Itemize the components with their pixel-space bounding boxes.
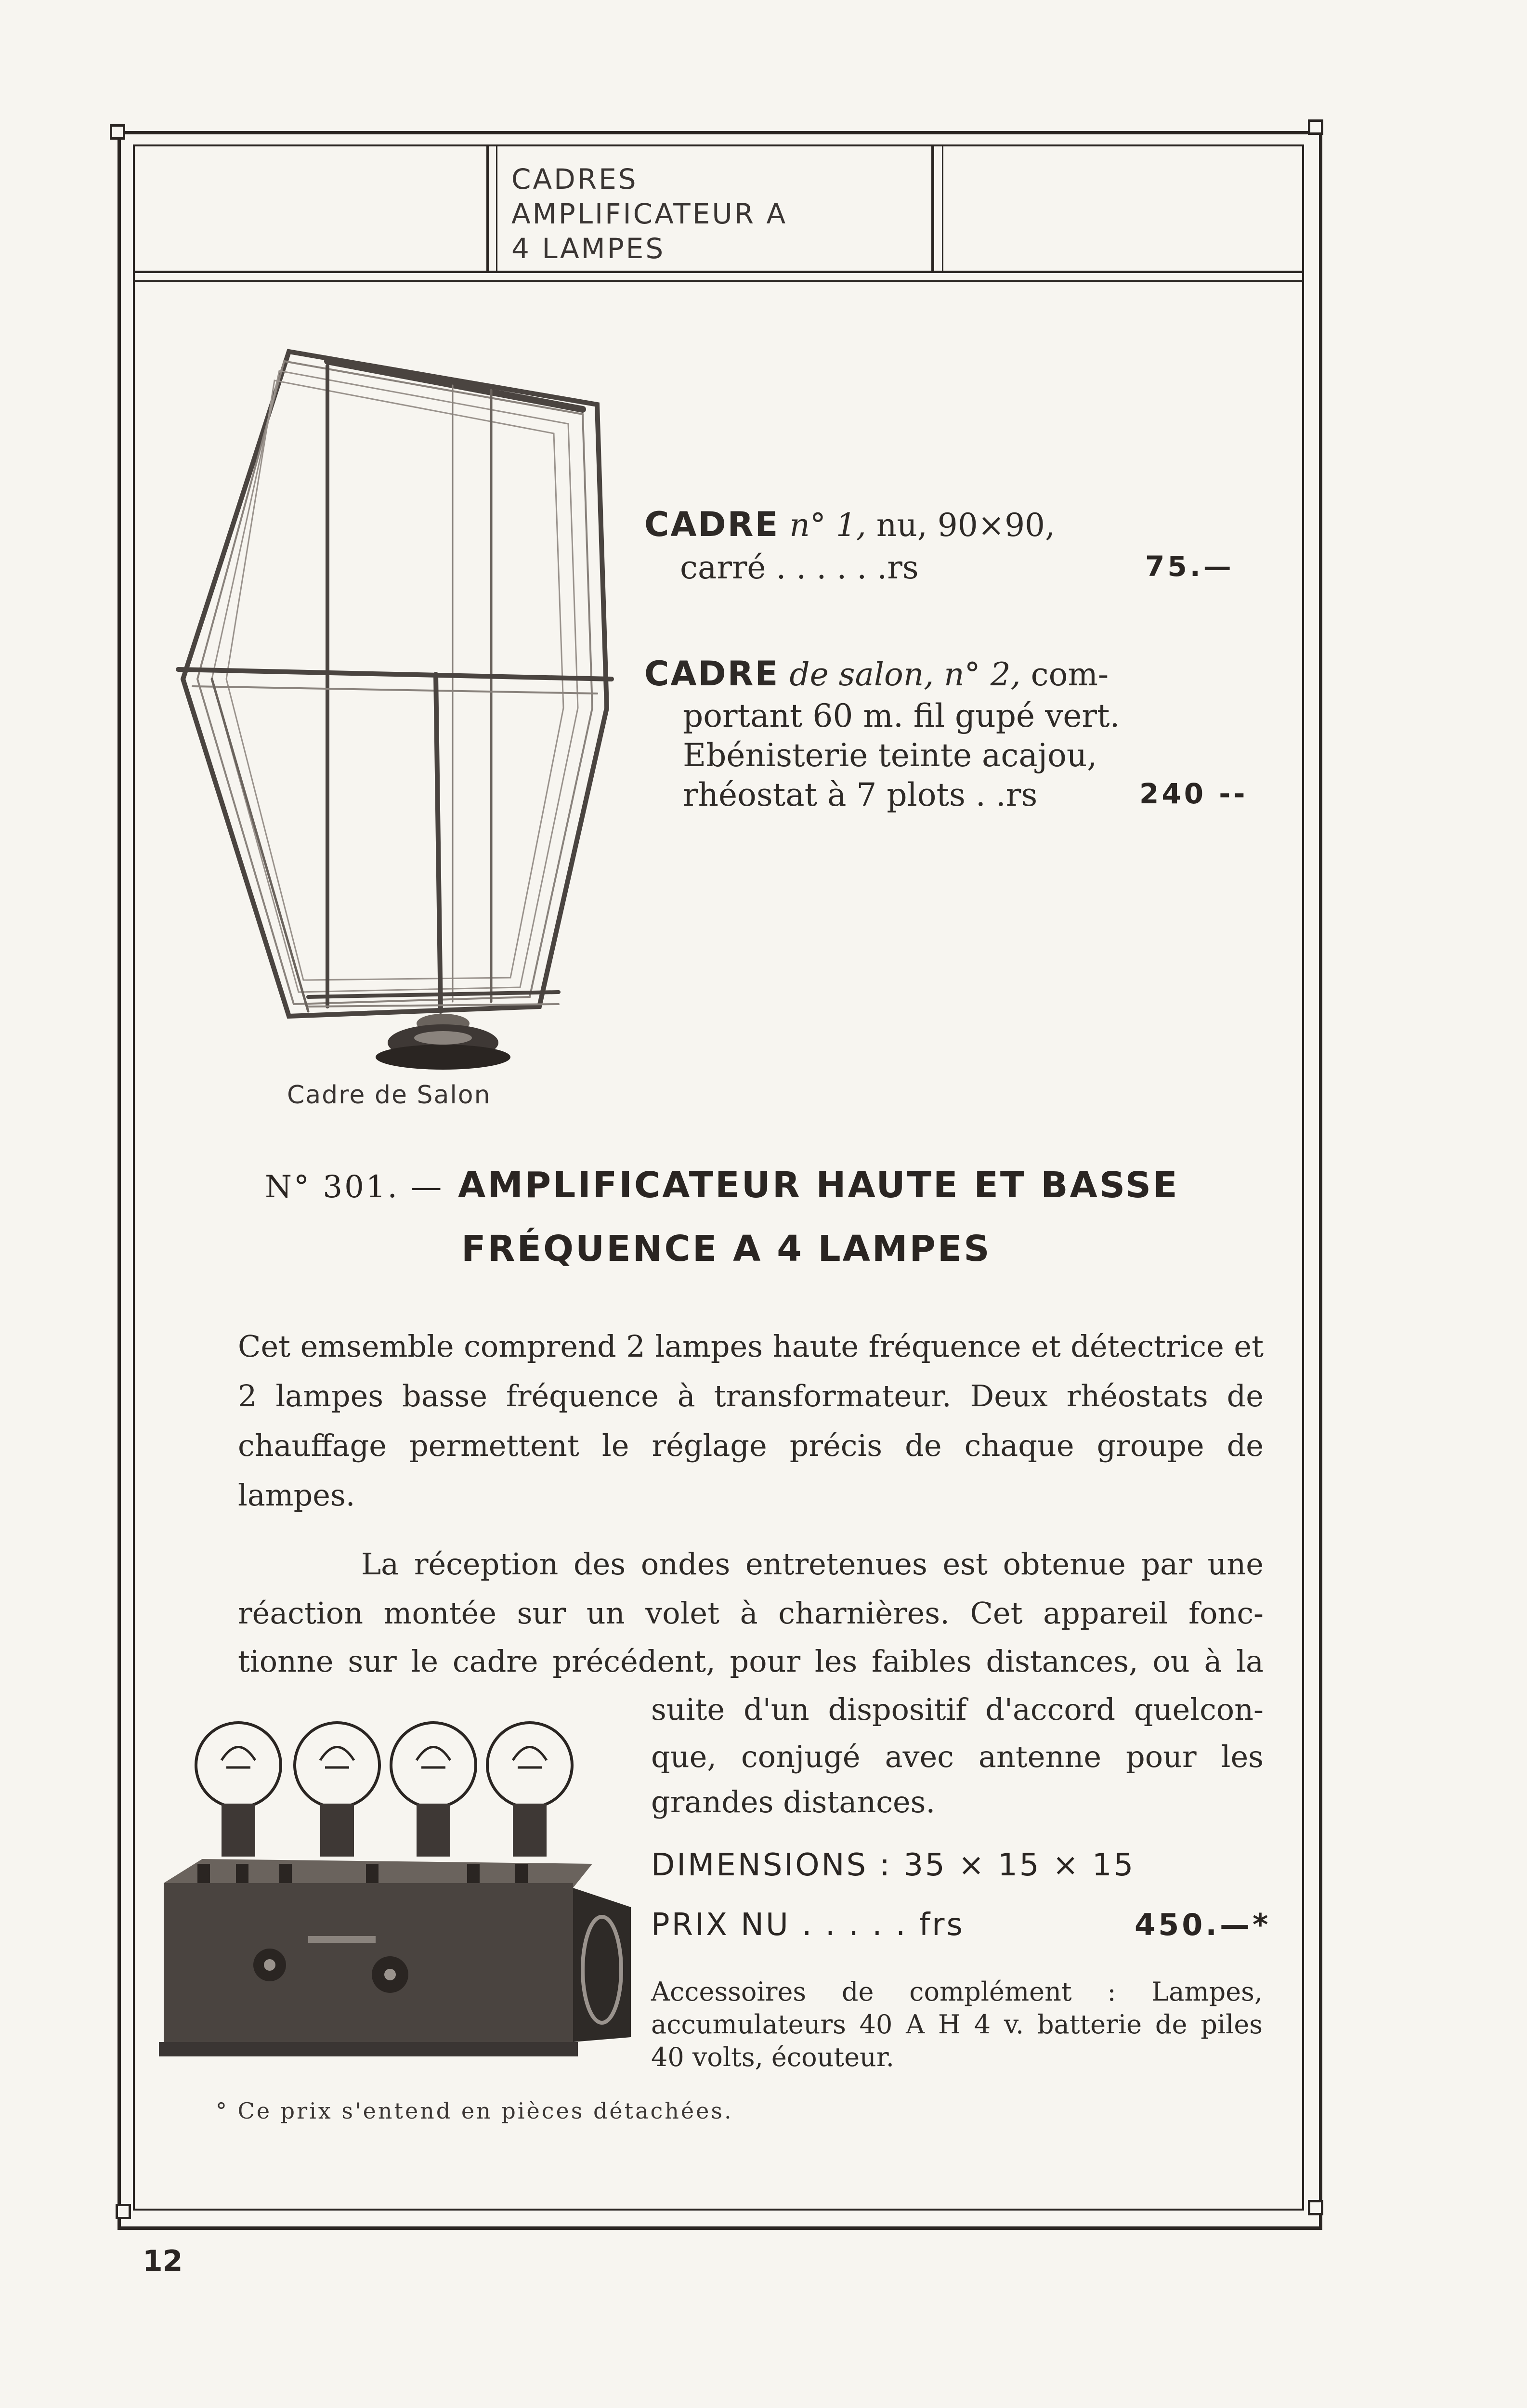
cadre-2-line-3: Ebénisterie teinte acajou, (683, 737, 1097, 774)
section-title-line-3: 4 LAMPES (511, 232, 666, 265)
product-description-2-line-2: réaction montée sur un volet à charnières. Cet appareil fonc- (238, 1596, 1264, 1631)
product-price: 450.—* (1135, 1907, 1271, 1942)
section-title-line-2: AMPLIFICATEUR A (511, 197, 788, 230)
cadre-2-spec: com- (1031, 656, 1109, 693)
cadre-2-line-4: rhéostat à 7 plots . .rs (683, 776, 1038, 813)
page-number: 12 (143, 2244, 183, 2278)
cadre-2-name: CADRE (644, 654, 780, 694)
product-description-2-line-1: La réception des ondes entretenues est obtenue par une (361, 1546, 1264, 1582)
header-divider (133, 271, 1302, 273)
corner-ornament-top-right (1308, 119, 1323, 135)
cadre-de-salon-illustration (164, 332, 616, 1074)
product-description-2-line-6: grandes distances. (651, 1784, 936, 1819)
header-bar-right (931, 146, 934, 271)
product-dimensions: DIMENSIONS : 35 × 15 × 15 (651, 1847, 1135, 1883)
cadre-1-line-2: carré . . . . . .rs (680, 549, 919, 586)
product-title-text-1: AMPLIFICATEUR HAUTE ET BASSE (457, 1165, 1179, 1206)
price-footnote: ° Ce prix s'entend en pièces détachées. (216, 2098, 733, 2124)
product-number: N° 301. — (265, 1169, 444, 1205)
product-title-line-1 (265, 1165, 1179, 1206)
cadre-1-price: 75.— (1145, 550, 1234, 583)
price-label: PRIX NU . . . . . frs (651, 1907, 965, 1943)
illustration-caption: Cadre de Salon (287, 1081, 491, 1110)
corner-ornament-top-left (110, 124, 125, 140)
product-description-2-line-4: suite d'un dispositif d'accord quelcon- (651, 1692, 1264, 1727)
product-title-line-2: FRÉQUENCE A 4 LAMPES (461, 1228, 992, 1269)
header-bar-left-thin (496, 146, 497, 271)
corner-ornament-bottom-right (1308, 2200, 1323, 2215)
cadre-2-line-1 (644, 654, 1109, 694)
section-title (511, 162, 926, 266)
header-bar-right-thin (942, 146, 943, 271)
product-description-1: Cet emsemble comprend 2 lampes haute fréquence et détectrice et 2 lampes basse fréquence à transformateur. Deux rhéostats de chauffage permettent le réglage précis de chaque groupe de lampes. (238, 1329, 1264, 1513)
cadre-1-line-1 (644, 505, 1055, 545)
section-title-line-1: CADRES (511, 163, 638, 196)
accessories-note: Accessoires de complément : Lampes, accumulateurs 40 A H 4 v. batterie de piles 40 volts, écouteur. (651, 1976, 1263, 2072)
cadre-1-spec: nu, 90×90, (876, 507, 1056, 544)
product-description-2-line-5: que, conjugé avec antenne pour les (651, 1739, 1264, 1774)
cadre-2-line-2: portant 60 m. fil gupé vert. (683, 697, 1120, 734)
corner-ornament-bottom-left (116, 2204, 131, 2219)
header-divider-thin (133, 280, 1302, 282)
cadre-2-price: 240 -- (1139, 777, 1248, 810)
cadre-2-qualifier: de salon, n° 2, (789, 656, 1021, 693)
cadre-1-name: CADRE (644, 505, 780, 544)
amplifier-illustration (149, 1705, 640, 2081)
cadre-1-qualifier: n° 1, (789, 507, 866, 544)
product-description-2-line-3: tionne sur le cadre précédent, pour les faibles distances, ou à la (238, 1644, 1264, 1679)
header-bar-left (486, 146, 489, 271)
